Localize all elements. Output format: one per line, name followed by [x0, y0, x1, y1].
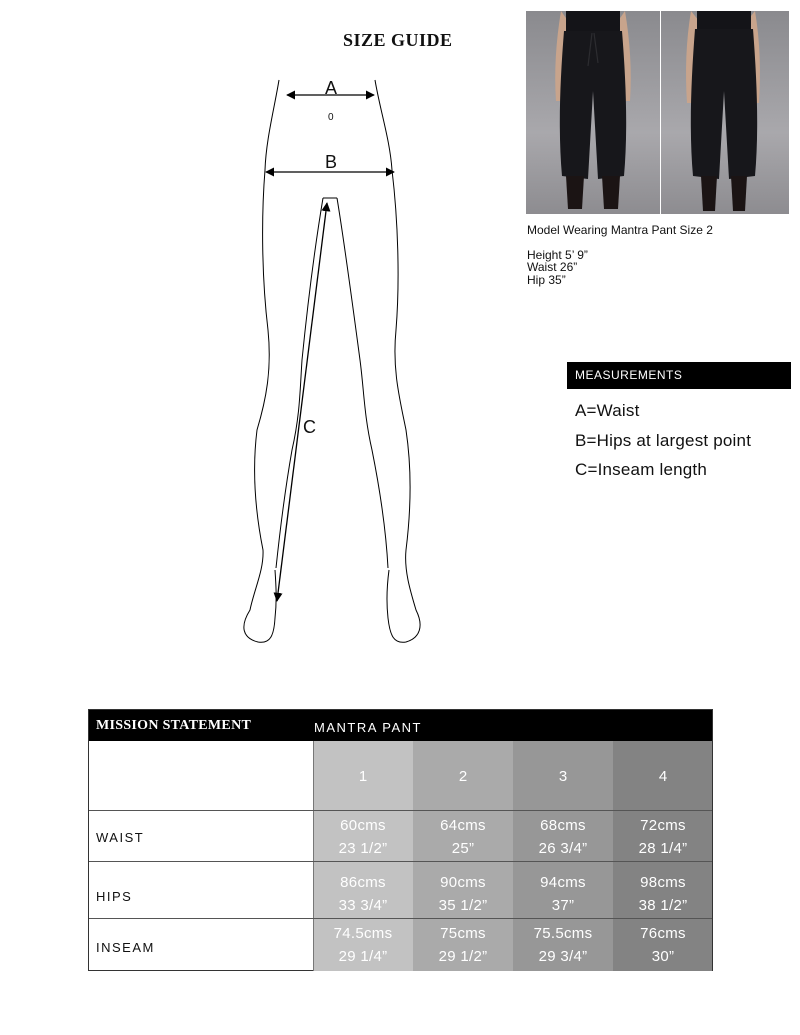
measurement-waist-key: A=Waist — [575, 401, 640, 420]
measurement-inseam-key: C=Inseam length — [575, 460, 707, 479]
row-label-inseam: INSEAM — [96, 940, 155, 955]
size-label: 4 — [658, 768, 668, 785]
model-height-text: Height 5’ 9” — [527, 247, 588, 262]
measurement-hips-key: B=Hips at largest point — [575, 431, 752, 450]
row-divider — [89, 861, 712, 862]
diagram-label-b: B — [325, 152, 338, 172]
row-label-waist: WAIST — [96, 830, 145, 845]
diagram-label-c: C — [303, 417, 316, 437]
product-name-heading: MANTRA PANT — [314, 720, 422, 735]
table-cell: 86cms 33 3/4” — [338, 874, 388, 914]
legs-measurement-diagram — [230, 70, 430, 650]
table-header-bar — [89, 710, 712, 741]
mission-statement-heading: MISSION STATEMENT — [96, 718, 252, 733]
diagram-label-a: A — [325, 78, 338, 98]
model-caption — [527, 224, 713, 286]
model-hip-text: Hip 35” — [527, 272, 566, 287]
table-cell: 68cms 26 3/4” — [538, 817, 588, 857]
left-leg-outline — [244, 80, 279, 642]
table-cell: 94cms 37” — [540, 874, 586, 914]
inner-right-leg-outline — [337, 198, 388, 568]
table-cell: 98cms 38 1/2” — [638, 874, 688, 914]
table-cell: 60cms 23 1/2” — [338, 817, 388, 857]
model-wearing-text: Model Wearing Mantra Pant Size 2 — [527, 223, 713, 237]
measurements-header: MEASUREMENTS — [567, 362, 791, 389]
table-cell: 64cms 25” — [440, 817, 486, 857]
row-divider — [89, 810, 712, 811]
size-label: 3 — [558, 768, 568, 785]
size-table — [88, 709, 713, 971]
table-cell: 75.5cms 29 3/4” — [533, 925, 593, 965]
table-cell: 75cms 29 1/2” — [438, 925, 488, 965]
model-front-photo — [526, 11, 660, 214]
table-cell: 76cms 30” — [640, 925, 686, 965]
model-waist-text: Waist 26” — [527, 260, 578, 274]
table-cell: 74.5cms 29 1/4” — [333, 925, 393, 965]
navel-mark: 0 — [328, 112, 334, 123]
row-divider — [89, 918, 712, 919]
model-back-photo — [661, 11, 789, 214]
right-leg-outline — [375, 80, 420, 642]
table-cell: 72cms 28 1/4” — [638, 817, 688, 857]
size-label: 2 — [458, 768, 468, 785]
page-title: SIZE GUIDE — [343, 30, 453, 50]
table-cell: 90cms 35 1/2” — [438, 874, 488, 914]
size-label: 1 — [358, 768, 368, 785]
row-label-hips: HIPS — [96, 889, 133, 904]
inner-left-leg-outline — [276, 198, 323, 568]
